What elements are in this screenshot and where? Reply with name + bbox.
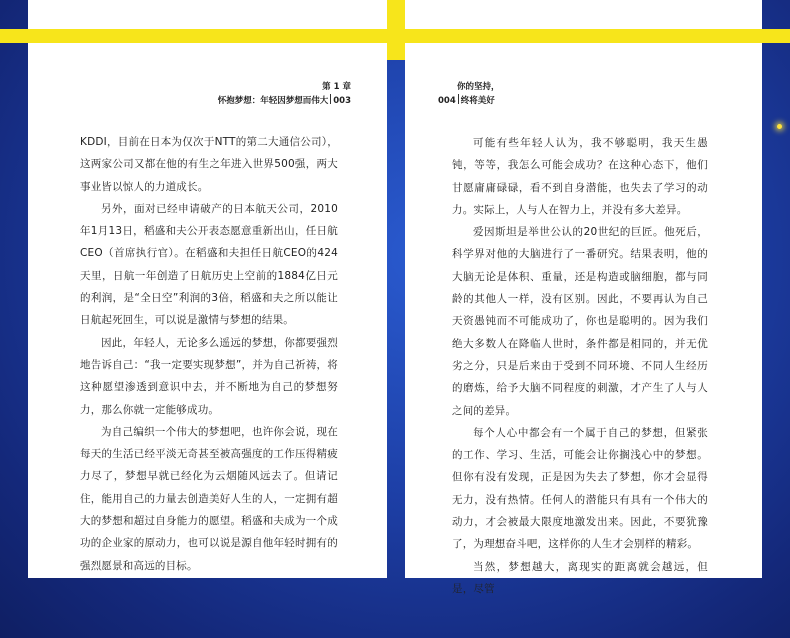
running-title-line2: 终将美好 xyxy=(460,96,495,106)
left-page-header xyxy=(218,81,351,108)
yellow-vertical-bar xyxy=(387,0,405,60)
page-number: 004 xyxy=(438,96,456,106)
paragraph: 可能有些年轻人认为，我不够聪明，我天生愚钝，等等，我怎么可能会成功？在这种心态下，他们甘愿庸庸碌碌，看不到自身潜能，也失去了学习的动力。实际上，人与人在智力上，并没有多大差异。 xyxy=(452,137,708,216)
paragraph: 因此，年轻人，无论多么遥远的梦想，你都要强烈地告诉自己：“我一定要实现梦想”，并为自己祈祷，将这种愿望渗透到意识中去，并不断地为自己的梦想努力，那么你就一定能够成功。 xyxy=(80,336,338,416)
right-page-body xyxy=(452,132,708,600)
right-page-header xyxy=(438,81,500,108)
paragraph: KDDI，目前在日本为仅次于NTT的第二大通信公司），这两家公司又都在他的有生之年进入世界500强，两大事业皆以惊人的力道成长。 xyxy=(80,136,338,193)
paragraph: 另外，面对已经申请破产的日本航天公司，2010年1月13日，稻盛和夫公开表态愿意重新出山，任日航CEO（首席执行官）。在稻盛和夫担任日航CEO的424天里，日航一年创造了日航历史上空前的1884亿日元的利润，是“全日空”利润的3倍，稻盛和夫之所以能让日航起死回生，可以说是激情与梦想的结果。 xyxy=(80,202,338,327)
right-page xyxy=(405,43,762,595)
sparkle-decoration xyxy=(777,124,782,129)
paragraph: 为自己编织一个伟大的梦想吧，也许你会说，现在每天的生活已经平淡无奇甚至被高强度的工作压得精疲力尽了，梦想早就已经化为云烟随风远去了。但请记住，能用自己的力量去创造美好人生的人，一定拥有超大的梦想和超过自身能力的愿望。稻盛和夫成为一个成功的企业家的原动力，也可以说是源自他年轻时拥有的强烈愿景和高远的目标。 xyxy=(80,425,338,572)
left-page-top-fragment xyxy=(28,0,387,29)
left-page-body xyxy=(80,131,338,577)
running-title: 怀抱梦想：年轻因梦想而伟大 xyxy=(217,96,329,106)
header-separator xyxy=(458,94,459,104)
page-number: 003 xyxy=(333,96,351,106)
left-page xyxy=(28,43,387,578)
header-separator xyxy=(330,94,331,104)
chapter-label: 第 1 章 xyxy=(322,82,351,92)
paragraph: 当然，梦想越大，离现实的距离就会越远，但是，尽管 xyxy=(452,560,708,595)
paragraph: 每个人心中都会有一个属于自己的梦想，但紧张的工作、学习、生活，可能会让你搁浅心中的梦想。但你有没有发现，正是因为失去了梦想，你才会显得无力，没有热情。任何人的潜能只有具有一个伟大的动力，才会被最大限度地激发出来。因此，不要犹豫了，为理想奋斗吧，这样你的人生才会别样的精彩。 xyxy=(452,426,708,551)
right-page-top-fragment xyxy=(405,0,762,29)
paragraph: 爱因斯坦是举世公认的20世纪的巨匠。他死后，科学界对他的大脑进行了一番研究。结果表明，他的大脑无论是体积、重量，还是构造或脑细胞，都与同龄的其他人一样，没有区别。因此，不要再认为自己天资愚钝而不可能成功了，你也是聪明的。因为我们绝大多数人在降临人世时，条件都是相同的，并无优劣之分，只是后来由于受到不同环境、不同人生经历的磨炼，给予大脑不同程度的刺激，才产生了人与人之间的差异。 xyxy=(452,226,708,417)
running-title-line1: 你的坚持， xyxy=(457,82,500,92)
